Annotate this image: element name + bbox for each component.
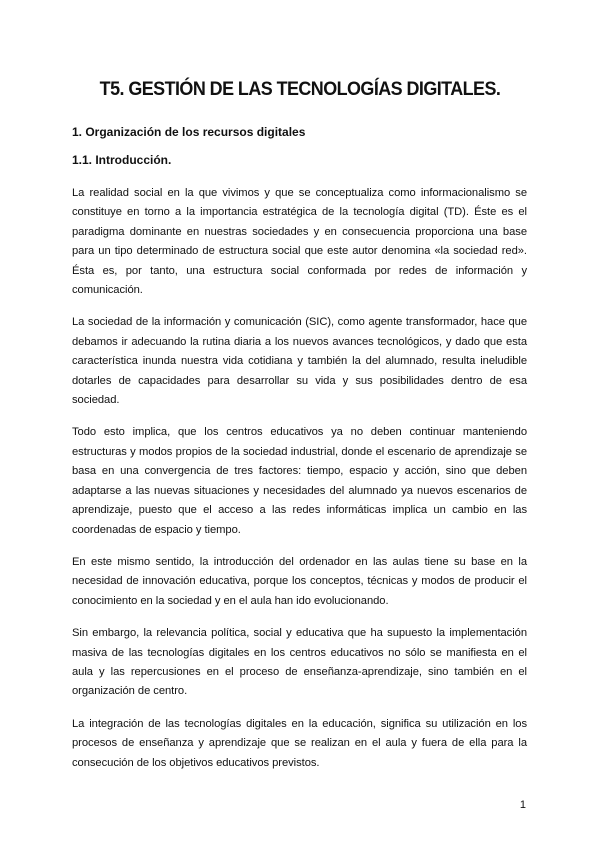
body-text <box>72 184 527 786</box>
paragraph: La sociedad de la información y comunicación (SIC), como agente transformador, hace que debamos ir adecuando la rutina diaria a los nuevos avances tecnológicos, y dado que esta característica inunda nuestra vida cotidiana y también la del alumnado, resulta ineludible dotarles de capacidades para desarrollar su vida y sus posibilidades dentro de esa sociedad. <box>72 316 527 407</box>
section-heading: 1. Organización de los recursos digitales <box>72 125 306 139</box>
page-title: T5. GESTIÓN DE LAS TECNOLOGÍAS DIGITALES. <box>99 78 501 100</box>
paragraph: Todo esto implica, que los centros educativos ya no deben continuar manteniendo estructuras y modos propios de la sociedad industrial, donde el escenario de aprendizaje se basa en una convergencia de tres factores: tiempo, espacio y acción, sino que deben adaptarse a las nuevas situaciones y necesidades del alumnado ya nuevos escenarios de aprendizaje, puesto que el acceso a las redes informáticas implica un cambio en las coordenadas de espacio y tiempo. <box>72 426 527 536</box>
paragraph: En este mismo sentido, la introducción del ordenador en las aulas tiene su base en la necesidad de innovación educativa, porque los conceptos, técnicas y modos de producir el conocimiento en la sociedad y en el aula han ido evolucionando. <box>72 555 527 607</box>
subsection-heading: 1.1. Introducción. <box>72 153 172 167</box>
page-number: 1 <box>519 799 526 811</box>
paragraph: Sin embargo, la relevancia política, social y educativa que ha supuesto la implementación masiva de las tecnologías digitales en los centros educativos no sólo se manifiesta en el aula y las repercusiones en el proceso de enseñanza-aprendizaje, sino también en el organización de centro. <box>72 627 527 698</box>
paragraph: La realidad social en la que vivimos y que se conceptualiza como informacionalismo se constituye en torno a la importancia estratégica de la tecnología digital (TD). Éste es el paradigma dominante en nuestras sociedades y en consecuencia proporciona una base para un tipo determinado de estructura social que este autor denomina «la sociedad red». Ésta es, por tanto, una estructura social conformada por redes de información y comunicación. <box>72 187 527 297</box>
paragraph: La integración de las tecnologías digitales en la educación, significa su utilización en los procesos de enseñanza y aprendizaje que se realizan en el aula y fuera de ella para la consecución de los objetivos educativos previstos. <box>72 717 527 769</box>
